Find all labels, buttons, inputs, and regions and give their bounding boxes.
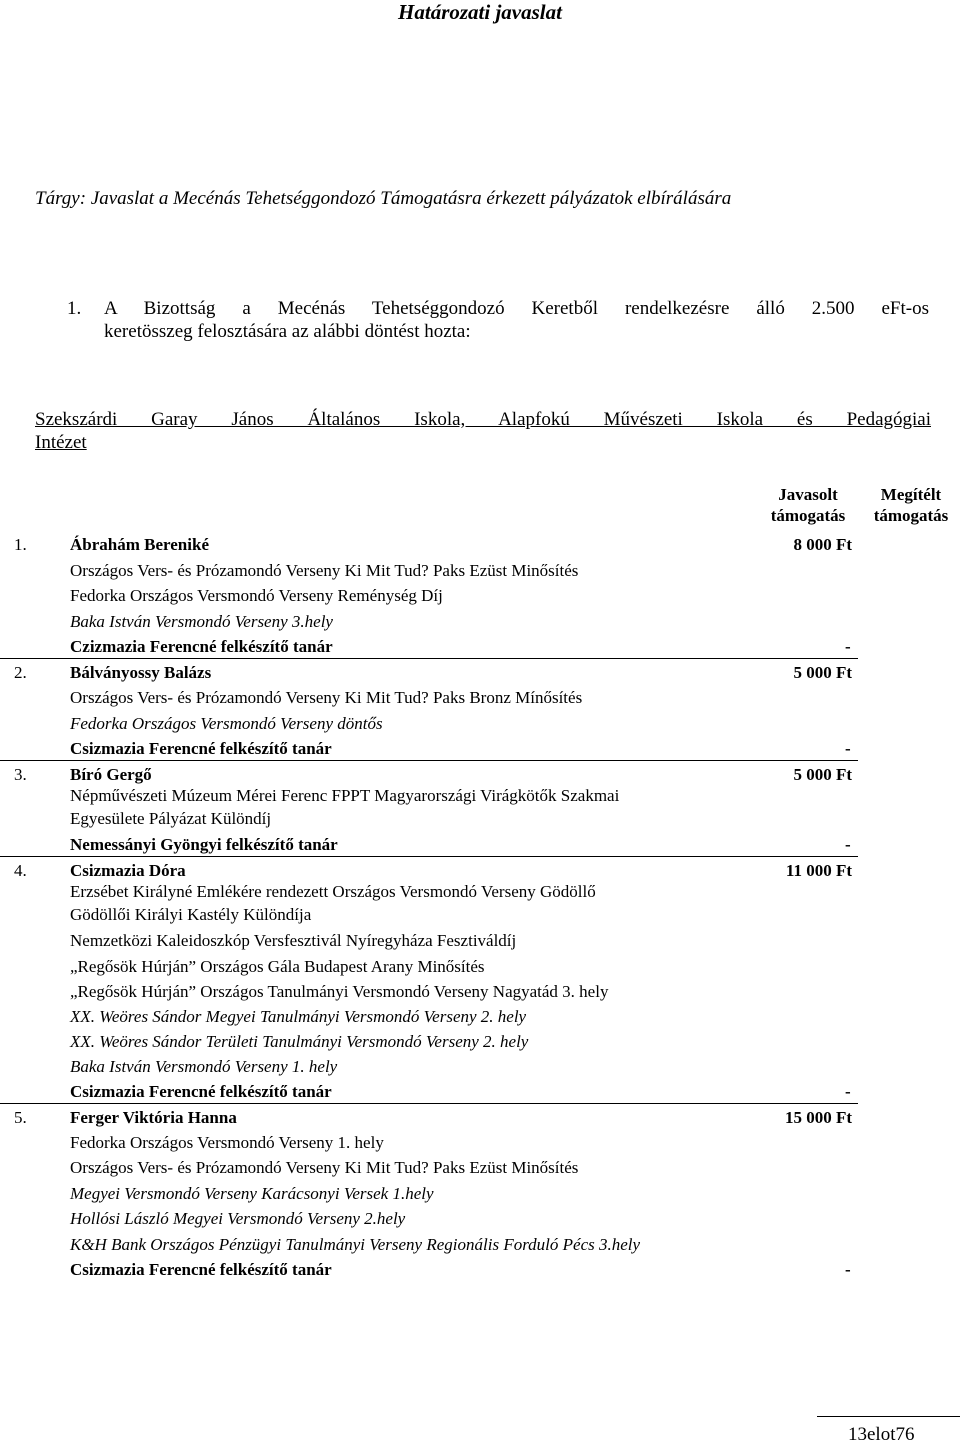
entry-divider	[0, 760, 858, 761]
granted-amount: -	[845, 1082, 851, 1101]
granted-amount: -	[845, 739, 851, 758]
achievement-line: Fedorka Országos Versmondó Verseny döntős	[70, 714, 383, 733]
achievement-line: Gödöllői Királyi Kastély Különdíja	[70, 905, 312, 924]
decision-number: 1.	[67, 298, 82, 319]
decision-paragraph	[67, 298, 929, 344]
column-header-granted-line-2: támogatás	[873, 506, 949, 526]
achievement-line: Nemzetközi Kaleidoszkóp Versfesztivál Nyíregyháza Fesztiváldíj	[70, 931, 517, 950]
student-name: Ábrahám Bereniké	[70, 535, 209, 554]
teacher-line: Czizmazia Ferencné felkészítő tanár	[70, 637, 333, 656]
page-code: 13elot76	[848, 1424, 915, 1445]
column-header-proposed-line-1: Javasolt	[778, 485, 838, 504]
teacher-line: Csizmazia Ferencné felkészítő tanár	[70, 739, 332, 758]
achievement-line: Egyesülete Pályázat Különdíj	[70, 809, 272, 828]
achievement-line: Megyei Versmondó Verseny Karácsonyi Versek 1.hely	[70, 1184, 434, 1203]
entry-number: 5.	[14, 1108, 27, 1127]
student-name: Csizmazia Dóra	[70, 861, 186, 880]
student-name: Bálványossy Balázs	[70, 663, 212, 682]
achievement-line: Baka István Versmondó Verseny 1. hely	[70, 1057, 338, 1076]
entry-divider	[0, 658, 858, 659]
achievement-line: Erzsébet Királyné Emlékére rendezett Országos Versmondó Verseny Gödöllő	[70, 882, 596, 901]
achievement-line: Országos Vers- és Prózamondó Verseny Ki Mit Tud? Paks Ezüst Minősítés	[70, 1158, 579, 1177]
achievement-line: Hollósi László Megyei Versmondó Verseny 2.hely	[70, 1209, 406, 1228]
footer-divider	[817, 1416, 960, 1417]
column-header-proposed	[760, 484, 856, 527]
achievement-line: K&H Bank Országos Pénzügyi Tanulmányi Verseny Regionális Forduló Pécs 3.hely	[70, 1235, 641, 1254]
school-heading	[35, 409, 931, 455]
proposed-amount: 8 000 Ft	[793, 535, 852, 554]
teacher-line: Csizmazia Ferencné felkészítő tanár	[70, 1082, 332, 1101]
granted-amount: -	[845, 637, 851, 656]
decision-line-2: keretösszeg felosztására az alábbi döntést hozta:	[104, 320, 471, 342]
document-title: Határozati javaslat	[398, 0, 562, 24]
proposed-amount: 15 000 Ft	[784, 1108, 852, 1127]
column-header-granted-line-1: Megítélt	[880, 485, 942, 504]
proposed-amount: 11 000 Ft	[785, 861, 852, 880]
granted-amount: -	[845, 1260, 851, 1279]
decision-line-1: A Bizottság a Mecénás Tehetséggondozó Keretből rendelkezésre álló 2.500 eFt-os	[104, 298, 929, 319]
teacher-line: Csizmazia Ferencné felkészítő tanár	[70, 1260, 332, 1279]
school-heading-line-1: Szekszárdi Garay János Általános Iskola, Alapfokú Művészeti Iskola és Pedagógiai	[35, 409, 931, 430]
teacher-line: Nemessányi Gyöngyi felkészítő tanár	[70, 835, 338, 854]
achievement-line: XX. Weöres Sándor Területi Tanulmányi Versmondó Verseny 2. hely	[70, 1032, 529, 1051]
proposed-amount: 5 000 Ft	[793, 765, 852, 784]
achievement-line: Fedorka Országos Versmondó Verseny 1. hely	[70, 1133, 384, 1152]
achievement-line: Fedorka Országos Versmondó Verseny Reménység Díj	[70, 586, 443, 605]
student-name: Bíró Gergő	[70, 765, 152, 784]
achievement-line: Országos Vers- és Prózamondó Verseny Ki Mit Tud? Paks Bronz Mínősítés	[70, 688, 583, 707]
column-header-granted	[862, 484, 960, 527]
column-header-proposed-line-2: támogatás	[770, 506, 846, 526]
entry-number: 1.	[14, 535, 27, 554]
subject-line: Tárgy: Javaslat a Mecénás Tehetséggondozó Támogatásra érkezett pályázatok elbírálására	[35, 188, 732, 209]
entry-number: 4.	[14, 861, 27, 880]
entry-number: 2.	[14, 663, 27, 682]
proposed-amount: 5 000 Ft	[793, 663, 852, 682]
entry-divider	[0, 856, 858, 857]
achievement-line: „Regősök Húrján” Országos Gála Budapest Arany Minősítés	[70, 957, 485, 976]
school-heading-line-2: Intézet	[35, 431, 87, 453]
achievement-line: „Regősök Húrján” Országos Tanulmányi Versmondó Verseny Nagyatád 3. hely	[70, 982, 609, 1001]
student-name: Ferger Viktória Hanna	[70, 1108, 237, 1127]
achievement-line: XX. Weöres Sándor Megyei Tanulmányi Versmondó Verseny 2. hely	[70, 1007, 527, 1026]
achievement-line: Országos Vers- és Prózamondó Verseny Ki Mit Tud? Paks Ezüst Minősítés	[70, 561, 579, 580]
entry-divider	[0, 1103, 858, 1104]
entry-number: 3.	[14, 765, 27, 784]
granted-amount: -	[845, 835, 851, 854]
achievement-line: Baka István Versmondó Verseny 3.hely	[70, 612, 333, 631]
achievement-line: Népművészeti Múzeum Mérei Ferenc FPPT Magyarországi Virágkötők Szakmai	[70, 786, 620, 805]
